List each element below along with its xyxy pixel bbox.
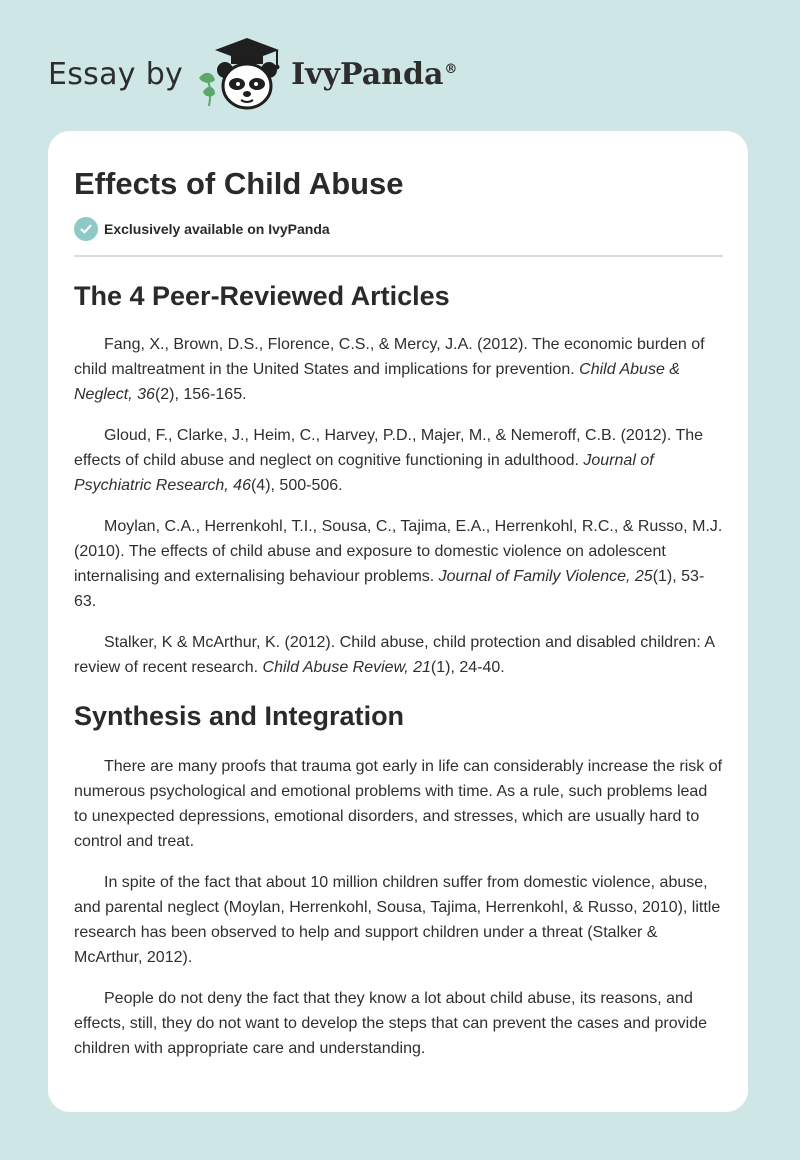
- reference-item: Fang, X., Brown, D.S., Florence, C.S., & Mercy, J.A. (2012). The economic burden of child maltreatment in the United States and implications for prevention. Child Abuse & Neglect, 36(2), 156-165.: [74, 336, 705, 403]
- check-circle-icon: [74, 217, 98, 241]
- essay-card: [48, 131, 748, 1112]
- body-paragraph: People do not deny the fact that they know a lot about child abuse, its reasons, and effects, still, they do not want to develop the steps that can prevent the cases and provide children with appropriate care and understanding.: [74, 990, 707, 1057]
- reference-item: Stalker, K & McArthur, K. (2012). Child abuse, child protection and disabled children: A review of recent research. Child Abuse Review, 21(1), 24-40.: [74, 634, 715, 676]
- reference-item: Gloud, F., Clarke, J., Heim, C., Harvey, P.D., Majer, M., & Nemeroff, C.B. (2012). The effects of child abuse and neglect on cognitive functioning in adulthood. Journal of Psychiatric Research, 46(4), 500-506.: [74, 427, 704, 494]
- body-paragraph: There are many proofs that trauma got early in life can considerably increase the risk of numerous psychological and emotional problems with time. As a rule, such problems lead to unexpected depressions, emotional disorders, and stresses, which are usually hard to control and treat.: [74, 758, 723, 850]
- reference-list: [74, 332, 723, 680]
- page-title: Effects of Child Abuse: [74, 166, 404, 201]
- divider: [74, 255, 723, 257]
- section-heading-synthesis: Synthesis and Integration: [74, 701, 405, 731]
- essay-by-label: Essay by: [48, 56, 184, 92]
- panda-graduation-cap-icon[interactable]: [195, 34, 287, 114]
- synthesis-body: [74, 754, 723, 1061]
- reference-item: Moylan, C.A., Herrenkohl, T.I., Sousa, C., Tajima, E.A., Herrenkohl, R.C., & Russo, M.J. (2010). The effects of child abuse and exposure to domestic violence on adolescent internalising and externalising behaviour problems. Journal of Family Violence, 25(1), 53-63.: [74, 518, 723, 610]
- site-header: [48, 34, 457, 114]
- body-paragraph: In spite of the fact that about 10 million children suffer from domestic violence, abuse, and parental neglect (Moylan, Herrenkohl, Sousa, Tajima, Herrenkohl, & Russo, 2010), little research has been observed to help and support children under a threat (Stalker & McArthur, 2012).: [74, 874, 721, 966]
- section-heading-articles: The 4 Peer-Reviewed Articles: [74, 281, 450, 311]
- badge-label: Exclusively available on IvyPanda: [104, 221, 330, 237]
- trademark-symbol: ®: [444, 61, 458, 77]
- brand-name[interactable]: IvyPanda®: [291, 56, 458, 92]
- exclusive-badge: [74, 217, 723, 241]
